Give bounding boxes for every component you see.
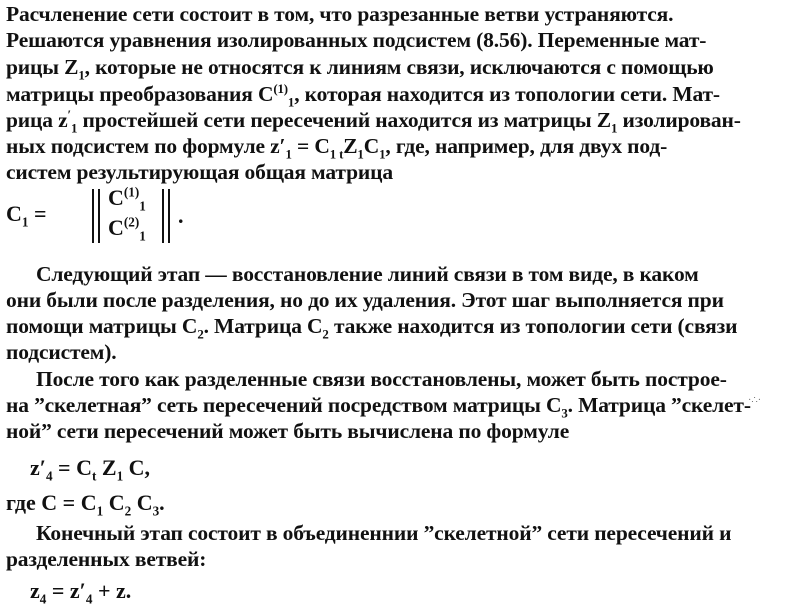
matrix-entry: $C^{(1)}_1$ bbox=[108, 184, 146, 214]
matrix-bar-right-outer bbox=[168, 189, 170, 243]
block-matrix bbox=[6, 185, 206, 247]
text-line: Конечный этап состоит в объединеннии ”скелетной” сети пересечений и bbox=[36, 521, 732, 545]
text-line: они были после разделения, но до их удаления. Этот шаг выполняется при bbox=[6, 288, 724, 312]
scan-speck: ·∴· bbox=[748, 395, 762, 406]
matrix-bar-left-outer bbox=[92, 189, 94, 243]
text-line: рицы $Z_1$, которые не относятся к линиям связи, исключаются с помощью bbox=[6, 55, 714, 83]
text-line: ной” сети пересечений может быть вычислена по формуле bbox=[6, 419, 570, 443]
text-line: рица $z'_1$ простейшей сети пересечений находится из матрицы $Z_1$ изолирован- bbox=[6, 107, 741, 136]
text-line: систем результирующая общая матрица bbox=[6, 160, 393, 184]
text-line: Следующий этап — восстановление линий связи в том виде, в каком bbox=[36, 262, 699, 286]
matrix-bar-right-inner bbox=[162, 189, 164, 243]
formula-z4-prime: $z'_4 = C_t$ $Z_1$ C, bbox=[30, 455, 151, 484]
text-line: помощи матрицы $C_2$. Матрица $C_2$ также находится из топологии сети (связи bbox=[6, 314, 738, 342]
text-line: разделенных ветвей: bbox=[6, 547, 207, 571]
text-line: матрицы преобразования $C^{(1)}_1$, которая находится из топологии сети. Мат- bbox=[6, 81, 720, 110]
text-line: подсистем). bbox=[6, 340, 117, 364]
text-line: ных подсистем по формуле $z'_1 = C_{1 t}Z_1C_1$, где, например, для двух под- bbox=[6, 134, 668, 162]
matrix-lhs: $C_1$ = bbox=[6, 201, 47, 230]
formula-c-definition: где $C = C_1$ $C_2$ $C_3$. bbox=[6, 490, 165, 519]
text-line: Решаются уравнения изолированных подсистем (8.56). Переменные мат- bbox=[6, 28, 707, 52]
matrix-entry: $C^{(2)}_1$ bbox=[108, 214, 146, 244]
matrix-bar-left-inner bbox=[98, 189, 100, 243]
formula-z4: $z_4 = z'_4 + z$. bbox=[30, 578, 132, 606]
text-line: После того как разделенные связи восстановлены, может быть построе- bbox=[36, 367, 727, 391]
text-line: Расчленение сети состоит в том, что разрезанные ветви устраняются. bbox=[6, 2, 674, 26]
text-line: на ”скелетная” сеть пересечений посредством матрицы $C_3$. Матрица ”скелет- bbox=[6, 393, 751, 421]
matrix-period: . bbox=[178, 203, 184, 228]
